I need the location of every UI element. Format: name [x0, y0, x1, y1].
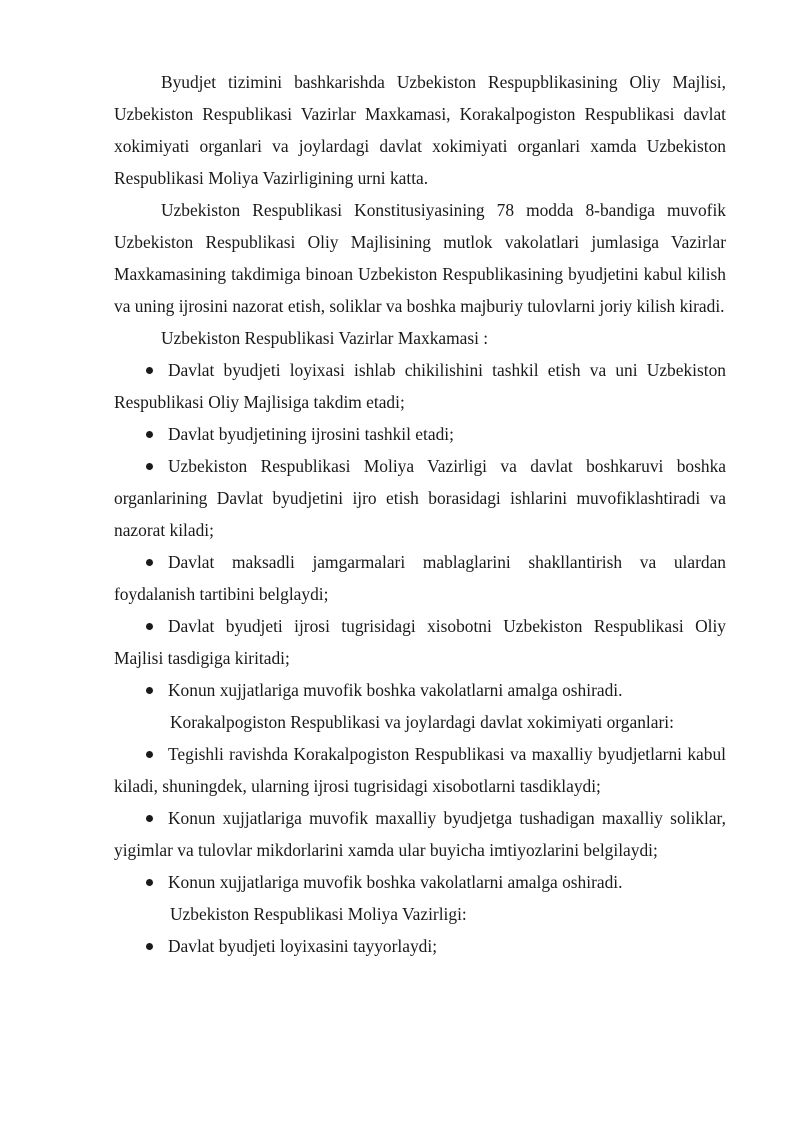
- section-heading: Uzbekiston Respublikasi Vazirlar Maxkamasi :: [161, 328, 489, 348]
- document-page: [114, 66, 726, 962]
- bullet-icon: [146, 463, 153, 470]
- list-item-text: Davlat byudjeti loyixasini tayyorlaydi;: [168, 936, 438, 956]
- list-item-text: Konun xujjatlariga muvofik boshka vakolatlarni amalga oshiradi.: [168, 680, 623, 700]
- bullet-icon: [146, 367, 153, 374]
- list-item-text: Konun xujjatlariga muvofik maxalliy byudjetga tushadigan maxalliy soliklar, yigimlar va tulovlar mikdorlarini xamda ular buyicha imtiyozlarini belgilaydi;: [114, 808, 726, 860]
- list-item: [114, 354, 726, 418]
- paragraph-constitution-article: Uzbekiston Respublikasi Konstitusiyasining 78 modda 8-bandiga muvofik Uzbekiston Respublikasi Oliy Majlisining mutlok vakolatlari jumlasiga Vazirlar Maxkamasining takdimiga binoan Uzbekiston Respublikasining byudjetini kabul kilish va uning ijrosini nazorat etish, soliklar va boshka majburiy tulovlarni joriy kilish kiradi.: [114, 200, 726, 316]
- bullet-icon: [146, 879, 153, 886]
- list-item: [114, 738, 726, 802]
- list-item: [114, 418, 726, 450]
- bullet-icon: [146, 943, 153, 950]
- section-heading: Uzbekiston Respublikasi Moliya Vazirligi:: [170, 904, 467, 924]
- list-item: [114, 802, 726, 866]
- list-item-text: Uzbekiston Respublikasi Moliya Vazirligi va davlat boshkaruvi boshka organlarining Davlat byudjetini ijro etish borasidagi ishlarini muvofiklashtiradi va nazorat kiladi;: [114, 456, 726, 540]
- list-item-text: Davlat byudjeti ijrosi tugrisidagi xisobotni Uzbekiston Respublikasi Oliy Majlisi tasdigiga kiritadi;: [114, 616, 726, 668]
- bullet-icon: [146, 751, 153, 758]
- list-item-text: Davlat byudjeti loyixasi ishlab chikilishini tashkil etish va uni Uzbekiston Respublikasi Oliy Majlisiga takdim etadi;: [114, 360, 726, 412]
- paragraph-budget-management: Byudjet tizimini bashkarishda Uzbekiston Respupblikasining Oliy Majlisi, Uzbekiston Respublikasi Vazirlar Maxkamasi, Korakalpogiston Respublikasi davlat xokimiyati organlari va joylardagi davlat xokimiyati organlari xamda Uzbekiston Respublikasi Moliya Vazirligining urni katta.: [114, 72, 726, 188]
- list-item: [114, 450, 726, 546]
- section-local-authorities: [114, 706, 726, 898]
- bullet-icon: [146, 815, 153, 822]
- list-item-text: Davlat maksadli jamgarmalari mablaglarini shakllantirish va ulardan foydalanish tartibini belglaydi;: [114, 552, 726, 604]
- section-ministry-of-finance: [114, 898, 726, 962]
- bullet-icon: [146, 623, 153, 630]
- section-cabinet-of-ministers: [114, 322, 726, 706]
- list-item-text: Tegishli ravishda Korakalpogiston Respublikasi va maxalliy byudjetlarni kabul kiladi, shuningdek, ularning ijrosi tugrisidagi xisobotlarni tasdiklaydi;: [114, 744, 726, 796]
- list-item: [114, 546, 726, 610]
- list-item: [114, 674, 726, 706]
- list-item-text: Davlat byudjetining ijrosini tashkil etadi;: [168, 424, 454, 444]
- list-item: [114, 866, 726, 898]
- bullet-icon: [146, 687, 153, 694]
- list-item: [114, 610, 726, 674]
- list-item: [114, 930, 726, 962]
- list-item-text: Konun xujjatlariga muvofik boshka vakolatlarni amalga oshiradi.: [168, 872, 623, 892]
- bullet-icon: [146, 559, 153, 566]
- bullet-icon: [146, 431, 153, 438]
- section-heading: Korakalpogiston Respublikasi va joylardagi davlat xokimiyati organlari:: [170, 712, 674, 732]
